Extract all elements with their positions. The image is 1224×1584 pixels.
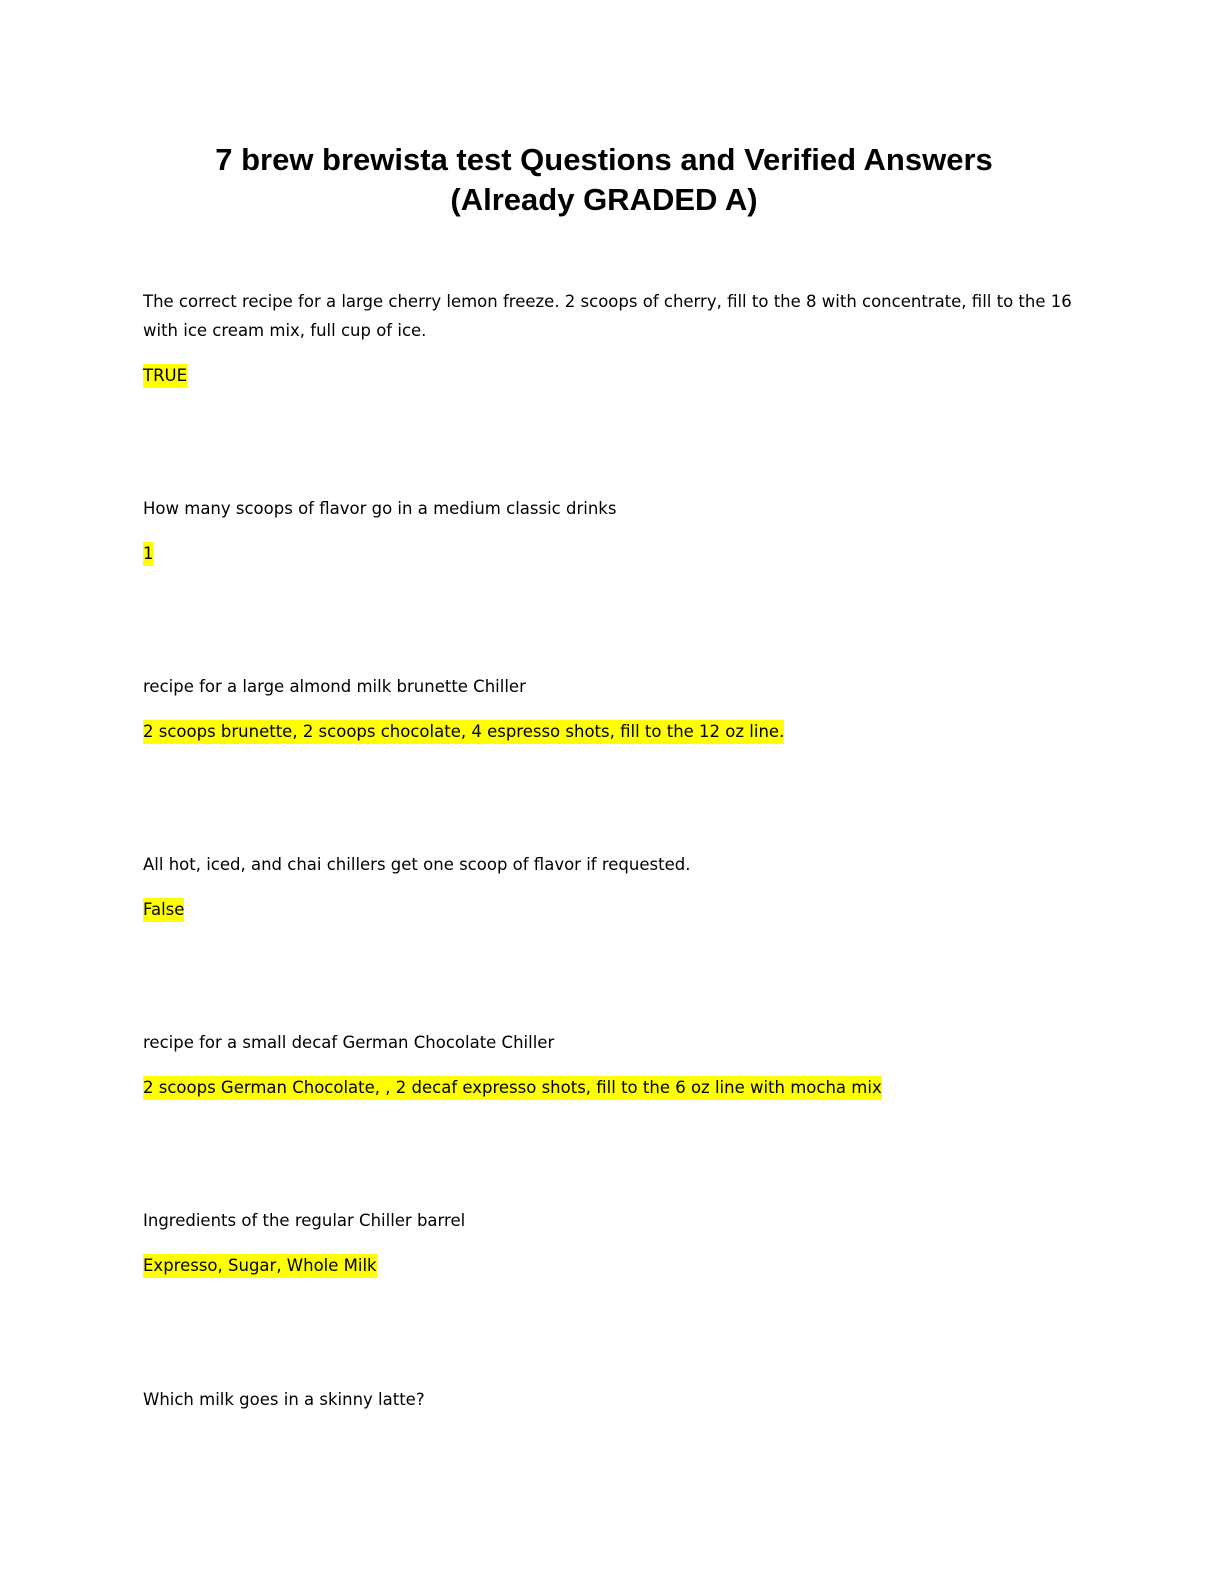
qa-item-3 bbox=[143, 672, 1083, 746]
highlighted-answer: 2 scoops German Chocolate, , 2 decaf expresso shots, fill to the 6 oz line with mocha mix bbox=[143, 1076, 882, 1100]
highlighted-answer: 1 bbox=[143, 542, 154, 566]
qa-item-4 bbox=[143, 850, 1083, 924]
question-text: The correct recipe for a large cherry lemon freeze. 2 scoops of cherry, fill to the 8 with concentrate, fill to the 16 with ice cream mix, full cup of ice. bbox=[143, 292, 1072, 340]
highlighted-answer: 2 scoops brunette, 2 scoops chocolate, 4 espresso shots, fill to the 12 oz line. bbox=[143, 720, 784, 744]
highlighted-answer: TRUE bbox=[143, 364, 187, 388]
question-text: All hot, iced, and chai chillers get one scoop of flavor if requested. bbox=[143, 855, 691, 874]
question-text: Ingredients of the regular Chiller barrel bbox=[143, 1211, 466, 1230]
document-title bbox=[0, 140, 1208, 220]
title-line-2: (Already GRADED A) bbox=[450, 182, 758, 217]
qa-item-2 bbox=[143, 494, 1083, 568]
highlighted-answer: Expresso, Sugar, Whole Milk bbox=[143, 1254, 377, 1278]
question-text: How many scoops of flavor go in a medium classic drinks bbox=[143, 499, 617, 518]
question-text: Which milk goes in a skinny latte? bbox=[143, 1390, 425, 1409]
qa-item-7 bbox=[143, 1385, 1083, 1414]
highlighted-answer: False bbox=[143, 898, 184, 922]
question-text: recipe for a small decaf German Chocolate Chiller bbox=[143, 1033, 555, 1052]
qa-item-5 bbox=[143, 1028, 1083, 1102]
question-text: recipe for a large almond milk brunette Chiller bbox=[143, 677, 526, 696]
qa-item-6 bbox=[143, 1206, 1083, 1280]
title-line-1: 7 brew brewista test Questions and Verified Answers bbox=[215, 142, 993, 177]
qa-item-1 bbox=[143, 287, 1083, 390]
